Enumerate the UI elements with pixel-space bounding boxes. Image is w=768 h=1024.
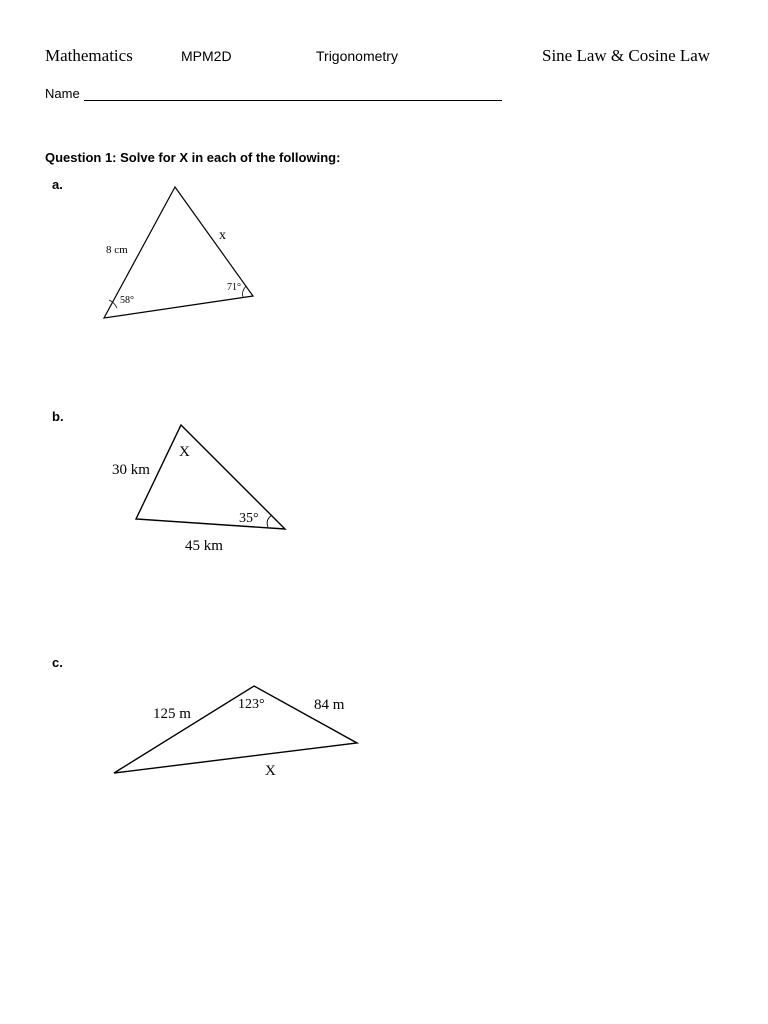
- triangle-b: [112, 425, 285, 554]
- question-1-prompt: Question 1: Solve for X in each of the following:: [45, 150, 341, 165]
- triangle-c-side-left-label: 125 m: [153, 706, 191, 722]
- triangle-a-angle-left-label: 58°: [120, 295, 134, 306]
- triangle-b-angle-arc: [267, 515, 272, 527]
- topic-heading: Trigonometry: [316, 48, 398, 64]
- triangle-b-unknown-label: X: [179, 444, 190, 460]
- part-a-label: a.: [52, 177, 63, 192]
- triangle-c-angle-top-label: 123°: [238, 697, 265, 712]
- part-b-label: b.: [52, 409, 64, 424]
- triangle-a-unknown-label: x: [219, 228, 226, 243]
- triangle-a-side-label: 8 cm: [106, 244, 128, 256]
- triangle-b-outline: [136, 425, 285, 529]
- triangle-a: [104, 187, 253, 318]
- triangle-b-side-bottom-label: 45 km: [185, 538, 223, 554]
- part-c-label: c.: [52, 655, 63, 670]
- triangle-c-side-right-label: 84 m: [314, 697, 345, 713]
- triangle-b-side-left-label: 30 km: [112, 462, 150, 478]
- worksheet-title: Sine Law & Cosine Law: [542, 46, 711, 65]
- triangle-c-unknown-label: X: [265, 763, 276, 779]
- triangle-a-angle-right-label: 71°: [227, 282, 241, 293]
- course-code: MPM2D: [181, 48, 232, 64]
- triangle-c: [114, 686, 357, 779]
- name-label: Name: [45, 86, 80, 101]
- triangle-b-angle-label: 35°: [239, 511, 259, 526]
- subject-heading: Mathematics: [45, 46, 133, 65]
- triangle-a-angle-arc-right: [242, 286, 246, 297]
